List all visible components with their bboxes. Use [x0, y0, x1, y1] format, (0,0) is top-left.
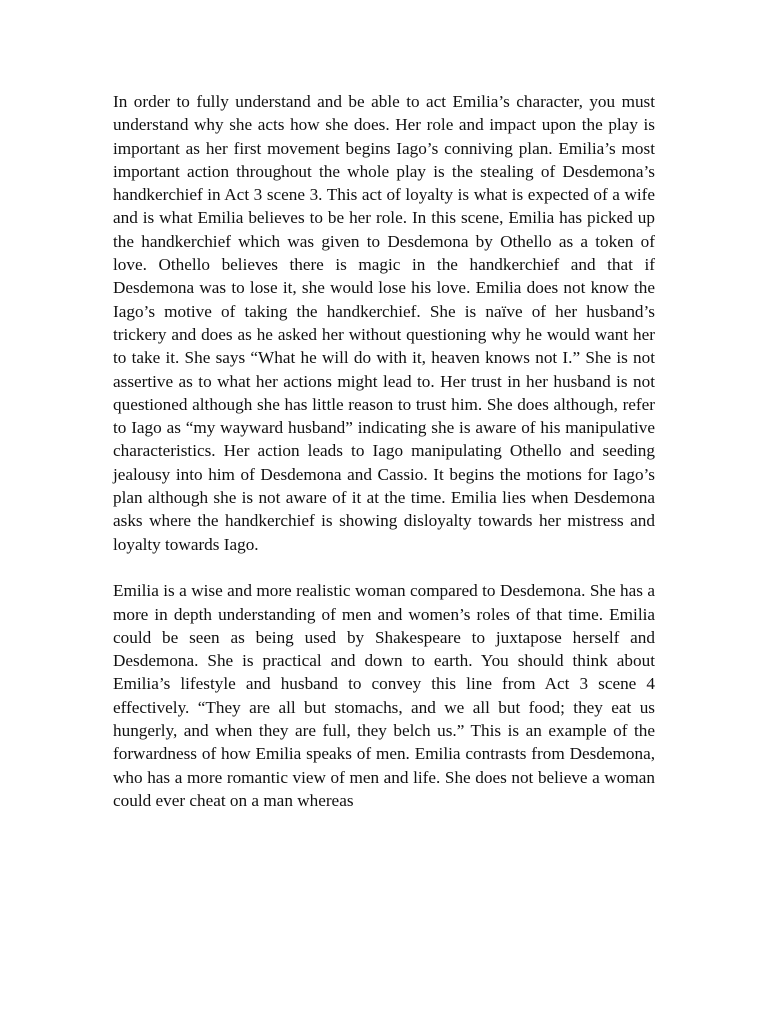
paragraph-2: Emilia is a wise and more realistic woman compared to Desdemona. She has a more in depth understanding of men and women’s roles of that time. Emilia could be seen as being used by Shakespeare to juxtapose herself and Desdemona. She is practical and down to earth. You should think about Emilia’s lifestyle and husband to convey this line from Act 3 scene 4 effectively. “They are all but stomachs, and we all but food; they eat us hungerly, and when they are full, they belch us.” This is an example of the forwardness of how Emilia speaks of men. Emilia contrasts from Desdemona, who has a more romantic view of men and life. She does not believe a woman could ever cheat on a man whereas: [113, 581, 655, 810]
paragraph-1: In order to fully understand and be able to act Emilia’s character, you must understand why she acts how she does. Her role and impact upon the play is important as her first movement begins Iago’s conniving plan. Emilia’s most important action throughout the whole play is the stealing of Desdemona’s handkerchief in Act 3 scene 3. This act of loyalty is what is expected of a wife and is what Emilia believes to be her role. In this scene, Emilia has picked up the handkerchief which was given to Desdemona by Othello as a token of love. Othello believes there is magic in the handkerchief and that if Desdemona was to lose it, she would lose his love. Emilia does not know the Iago’s motive of taking the handkerchief. She is naïve of her husband’s trickery and does as he asked her without questioning why he would want her to take it. She says “What he will do with it, heaven knows not I.” She is not assertive as to what her actions might lead to. Her trust in her husband is not questioned although she has little reason to trust him. She does although, refer to Iago as “my wayward husband” indicating she is aware of his manipulative characteristics. Her action leads to Iago manipulating Othello and seeding jealousy into him of Desdemona and Cassio. It begins the motions for Iago’s plan although she is not aware of it at the time. Emilia lies when Desdemona asks where the handkerchief is showing disloyalty towards her mistress and loyalty towards Iago.: [113, 92, 655, 554]
document-body: [113, 90, 655, 812]
